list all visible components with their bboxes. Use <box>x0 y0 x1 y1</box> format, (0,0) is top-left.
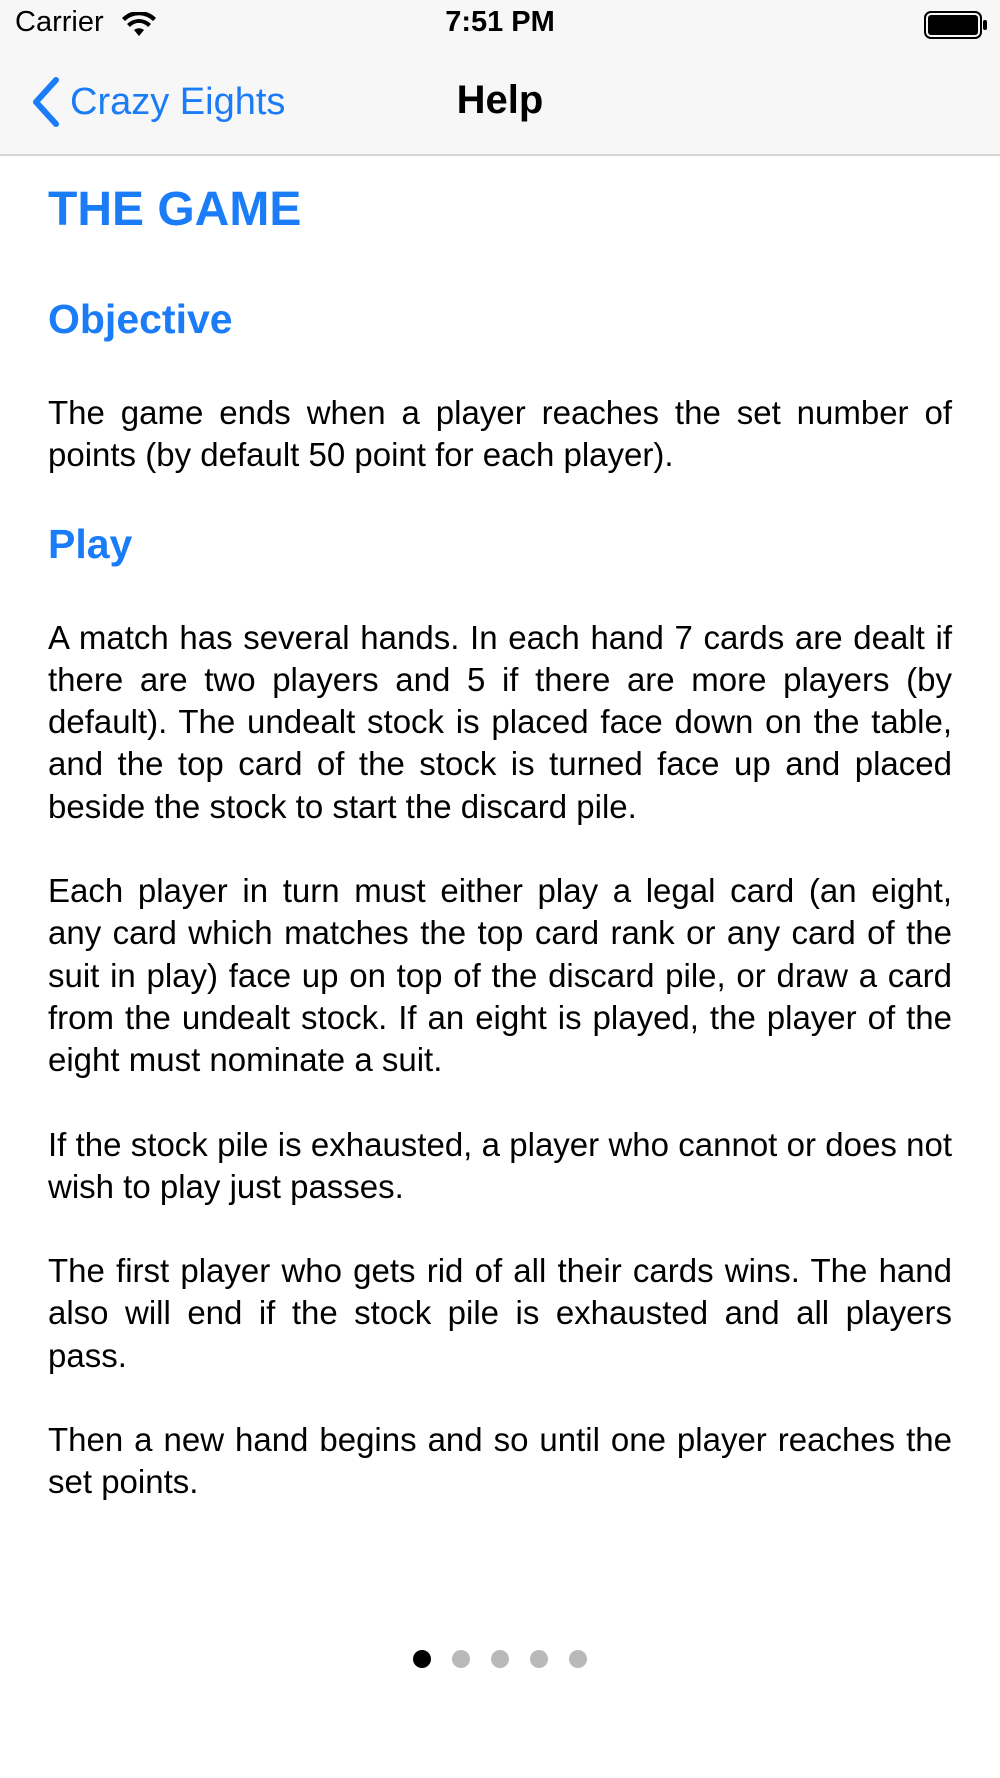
play-paragraph-deal: A match has several hands. In each hand 7 cards are dealt if there are two players and 5 if there are more players (by default). The undealt stock is placed face down on the table, and the top card of the stock is turned face up and placed beside the stock to start the discard pile. <box>48 618 952 825</box>
play-paragraph-turn: Each player in turn must either play a legal card (an eight, any card which matches the top card rank or any card of the suit in play) face up on top of the discard pile, or draw a card from the undealt stock. If an eight is played, the player of the eight must nominate a suit. <box>48 872 952 1079</box>
status-bar <box>0 0 1000 50</box>
section-heading-objective: Objective <box>48 296 233 342</box>
page-control[interactable] <box>0 1650 1000 1668</box>
page-title: THE GAME <box>48 183 302 236</box>
nav-title: Help <box>456 78 544 122</box>
back-button-label: Crazy Eights <box>70 80 286 123</box>
page-dot-3[interactable] <box>491 1650 509 1668</box>
battery-icon <box>924 11 988 39</box>
page-dot-1[interactable] <box>413 1650 431 1668</box>
objective-paragraph: The game ends when a player reaches the set number of points (by default 50 point for each player). <box>48 394 952 474</box>
page-dot-5[interactable] <box>569 1650 587 1668</box>
help-content <box>48 180 952 1546</box>
page-dot-4[interactable] <box>530 1650 548 1668</box>
navigation-bar <box>0 50 1000 156</box>
play-paragraph-stock: If the stock pile is exhausted, a player who cannot or does not wish to play just passes. <box>48 1125 952 1205</box>
section-heading-play: Play <box>48 520 133 567</box>
page-dot-2[interactable] <box>452 1650 470 1668</box>
play-paragraph-new-hand: Then a new hand begins and so until one player reaches the set points. <box>48 1421 952 1501</box>
play-paragraph-win: The first player who gets rid of all their cards wins. The hand also will end if the stock pile is exhausted and all players pass. <box>48 1252 952 1374</box>
carrier-label: Carrier <box>15 6 104 38</box>
status-time: 7:51 PM <box>445 6 555 38</box>
